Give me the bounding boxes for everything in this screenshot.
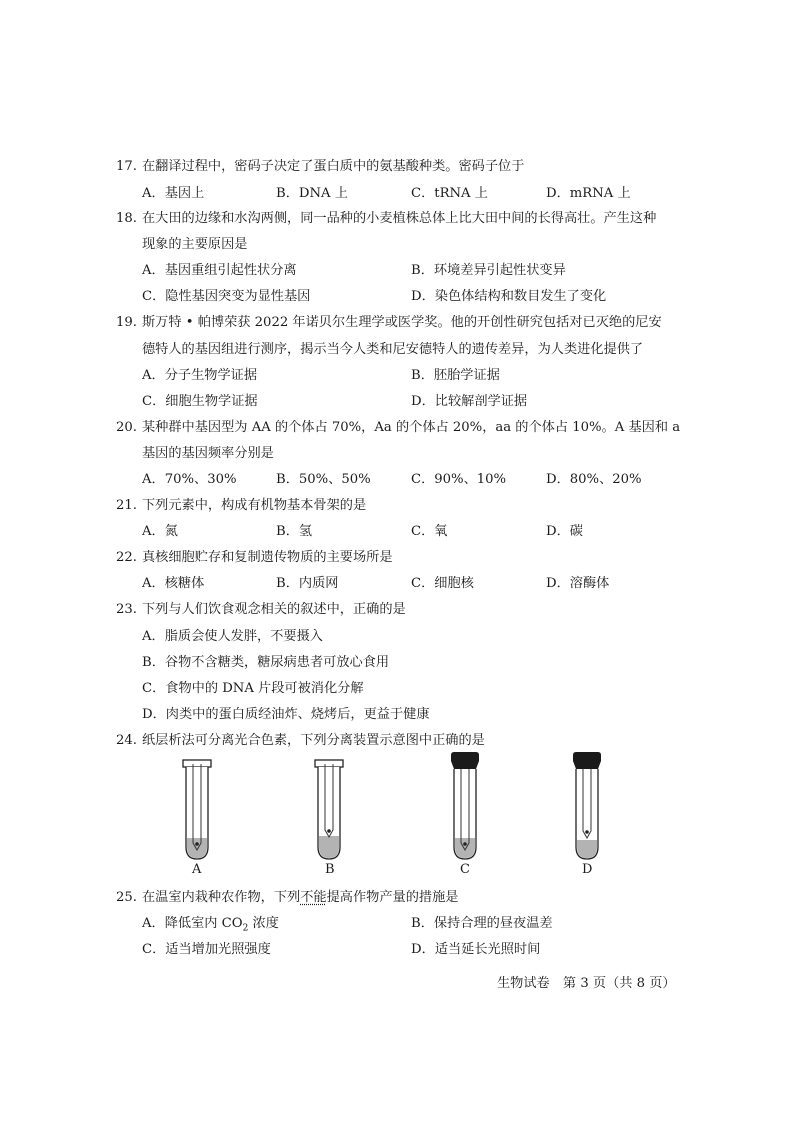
question-19: [116, 313, 696, 333]
option-b: B．胚胎学证据: [411, 368, 500, 383]
question-number: 21.: [116, 498, 137, 513]
solvent-layer: [455, 838, 475, 858]
test-tube-a: [182, 759, 212, 861]
question-number: 24.: [116, 733, 137, 748]
option-d: D．80%、20%: [546, 472, 642, 487]
test-tube-b: [314, 759, 344, 861]
question-stem: 纸层析法可分离光合色素，下列分离装置示意图中正确的是: [142, 733, 485, 748]
question-20: [116, 418, 696, 438]
question-number: 19.: [116, 315, 137, 330]
option-a: A．脂质会使人发胖，不要摄入: [142, 629, 323, 644]
option-a: A．70%、30%: [142, 472, 237, 487]
question-number: 17.: [116, 159, 137, 174]
option-b: B．DNA 上: [276, 186, 348, 201]
question-stem-continued: 基因的基因频率分别是: [142, 446, 274, 461]
question-stem: 在温室内栽种农作物，下列: [142, 890, 301, 905]
tube-label-b: B: [325, 862, 335, 877]
question-number: 22.: [116, 550, 137, 565]
question-stem: 在翻译过程中，密码子决定了蛋白质中的氨基酸种类。密码子位于: [142, 159, 525, 174]
pigment-spot: [195, 842, 199, 846]
option-d: D．溶酶体: [546, 576, 610, 591]
question-stem: 下列与人们饮食观念相关的叙述中，正确的是: [142, 602, 406, 617]
option-c: C．食物中的 DNA 片段可被消化分解: [142, 681, 364, 696]
question-17: [116, 157, 696, 177]
question-stem: 下列元素中，构成有机物基本骨架的是: [142, 498, 367, 513]
solvent-layer: [577, 840, 597, 858]
tube-rim: [183, 760, 211, 767]
question-stem: 真核细胞贮存和复制遗传物质的主要场所是: [142, 550, 393, 565]
option-b: B．内质网: [276, 576, 339, 591]
option-a: A．基因重组引起性状分离: [142, 263, 297, 278]
option-d: D．碳: [546, 524, 583, 539]
question-stem-continued: 现象的主要原因是: [142, 237, 248, 252]
question-24: [116, 731, 696, 751]
option-d: D．比较解剖学证据: [411, 394, 528, 409]
test-tube-c: [450, 751, 480, 861]
option-b: B．谷物不含糖类，糖尿病患者可放心食用: [142, 655, 390, 670]
option-a: A．基因上: [142, 186, 205, 201]
tube-label-c: C: [460, 862, 470, 877]
option-a: A．核糖体: [142, 576, 205, 591]
question-22: [116, 548, 696, 568]
question-stem: 某种群中基因型为 AA 的个体占 70%，Aa 的个体占 20%，aa 的个体占 10%。A 基因和 a: [142, 420, 681, 435]
rubber-stopper: [451, 752, 479, 769]
option-b: B．氢: [276, 524, 313, 539]
rubber-stopper: [573, 752, 601, 769]
question-21: [116, 496, 696, 516]
option-d: D．肉类中的蛋白质经油炸、烧烤后，更益于健康: [142, 707, 430, 722]
solvent-layer: [319, 836, 339, 858]
option-c: C．90%、10%: [411, 472, 507, 487]
option-c: C．适当增加光照强度: [142, 942, 271, 957]
subscript: 2: [242, 923, 249, 934]
option-c: C．细胞核: [411, 576, 474, 591]
question-number: 25.: [116, 890, 137, 905]
option-a-text-end: 浓度: [248, 916, 279, 931]
question-stem: 在大田的边缘和水沟两侧，同一品种的小麦植株总体上比大田中间的长得高壮。产生这种: [142, 211, 657, 226]
page-footer: 生物试卷 第 3 页（共 8 页）: [497, 976, 676, 991]
solvent-layer: [187, 838, 207, 858]
pigment-spot: [327, 829, 331, 833]
option-a-text: A．降低室内 CO: [142, 916, 243, 931]
option-c: C．细胞生物学证据: [142, 394, 258, 409]
option-c: C．tRNA 上: [411, 186, 488, 201]
option-a: [142, 914, 279, 939]
option-b: B．50%、50%: [276, 472, 371, 487]
option-c: C．隐性基因突变为显性基因: [142, 289, 311, 304]
option-d: D．mRNA 上: [546, 186, 631, 201]
question-23: [116, 600, 696, 620]
tube-label-a: A: [192, 862, 202, 877]
test-tube-d: [572, 751, 602, 861]
tube-label-d: D: [582, 862, 593, 877]
option-d: D．适当延长光照时间: [411, 942, 541, 957]
pigment-spot: [463, 842, 467, 846]
question-stem-continued: 德特人的基因组进行测序，揭示当今人类和尼安德特人的遗传差异，为人类进化提供了: [142, 342, 644, 357]
option-c: C．氧: [411, 524, 448, 539]
question-18: [116, 209, 696, 229]
option-b: B．保持合理的昼夜温差: [411, 916, 553, 931]
question-stem: 斯万特 • 帕博荣获 2022 年诺贝尔生理学或医学奖。他的开创性研究包括对已灭绝的尼安: [142, 315, 662, 330]
question-number: 20.: [116, 420, 137, 435]
question-stem-end: 提高作物产量的措施是: [326, 890, 459, 905]
tube-rim: [315, 760, 343, 767]
emphasized-word: 不能: [300, 890, 327, 905]
question-number: 23.: [116, 602, 137, 617]
question-25: [116, 888, 696, 908]
option-a: A．氮: [142, 524, 178, 539]
option-a: A．分子生物学证据: [142, 368, 258, 383]
question-number: 18.: [116, 211, 137, 226]
pigment-spot: [585, 830, 589, 834]
option-b: B．环境差异引起性状变异: [411, 263, 566, 278]
option-d: D．染色体结构和数目发生了变化: [411, 289, 607, 304]
